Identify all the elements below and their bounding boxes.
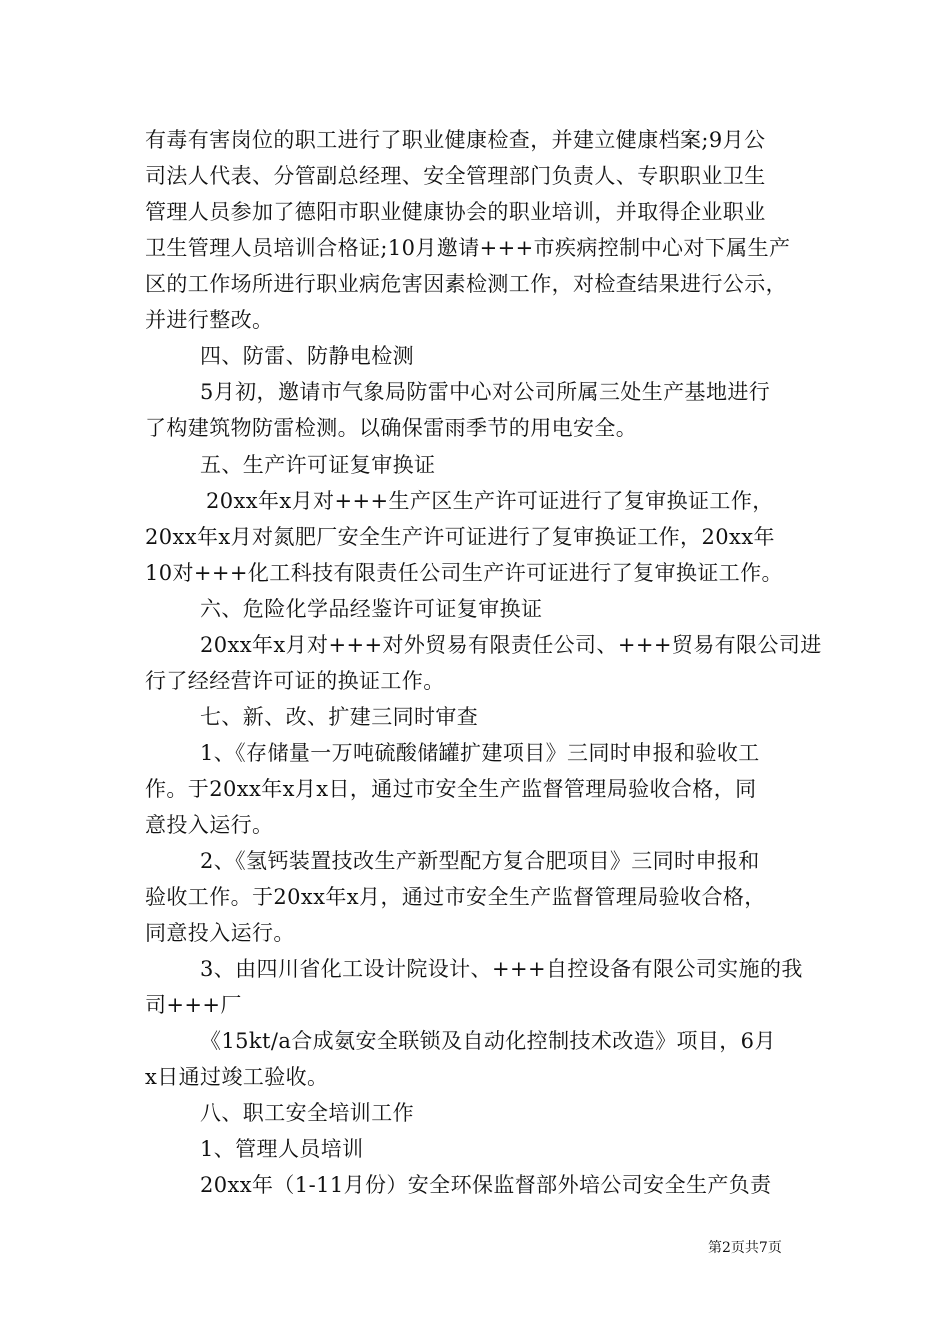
section-heading-4: 四、防雷、防静电检测 [200, 344, 414, 368]
page-number-footer: 第2页共7页 [708, 1240, 782, 1256]
section-heading-7: 七、新、改、扩建三同时审查 [200, 705, 479, 729]
body-text-line: 区的工作场所进行职业病危害因素检测工作，对检查结果进行公示， [145, 272, 787, 296]
body-text-line: 1、《存储量一万吨硫酸储罐扩建项目》三同时申报和验收工 [200, 741, 760, 765]
body-text-line: 卫生管理人员培训合格证;10月邀请+++市疾病控制中心对下属生产 [145, 236, 791, 260]
section-heading-6: 六、危险化学品经鉴许可证复审换证 [200, 597, 543, 621]
body-text-line: 20xx年x月对+++对外贸易有限责任公司、+++贸易有限公司进 [200, 633, 822, 657]
body-text-line: 2、《氢钙装置技改生产新型配方复合肥项目》三同时申报和 [200, 849, 760, 873]
body-text-line: 行了经经营许可证的换证工作。 [145, 669, 445, 693]
body-text-line: 20xx年x月对+++生产区生产许可证进行了复审换证工作， [206, 489, 774, 513]
body-text-line: x日通过竣工验收。 [145, 1065, 329, 1089]
body-text-line: 司+++厂 [145, 993, 242, 1017]
body-text-line: 了构建筑物防雷检测。以确保雷雨季节的用电安全。 [145, 416, 638, 440]
section-heading-5: 五、生产许可证复审换证 [200, 453, 436, 477]
section-heading-8: 八、职工安全培训工作 [200, 1101, 414, 1125]
body-text-line: 同意投入运行。 [145, 921, 295, 945]
body-text-line: 并进行整改。 [145, 308, 274, 332]
body-text-line: 3、由四川省化工设计院设计、+++自控设备有限公司实施的我 [200, 957, 803, 981]
body-text-line: 20xx年（1-11月份）安全环保监督部外培公司安全生产负责 [200, 1173, 772, 1197]
body-text-line: 验收工作。于20xx年x月，通过市安全生产监督管理局验收合格， [145, 885, 766, 909]
subsection-heading: 1、管理人员培训 [200, 1137, 364, 1161]
body-text-line: 5月初，邀请市气象局防雷中心对公司所属三处生产基地进行 [200, 380, 771, 404]
body-text-line: 20xx年x月对氮肥厂安全生产许可证进行了复审换证工作，20xx年 [145, 525, 775, 549]
body-text-line: 作。于20xx年x月x日，通过市安全生产监督管理局验收合格，同 [145, 777, 757, 801]
body-text-line: 意投入运行。 [145, 813, 274, 837]
body-text-line: 有毒有害岗位的职工进行了职业健康检查，并建立健康档案;9月公 [145, 128, 766, 152]
body-text-line: 管理人员参加了德阳市职业健康协会的职业培训，并取得企业职业 [145, 200, 766, 224]
body-text-line: 10对+++化工科技有限责任公司生产许可证进行了复审换证工作。 [145, 561, 783, 585]
body-text-line: 《15kt/a合成氨安全联锁及自动化控制技术改造》项目，6月 [200, 1029, 776, 1053]
body-text-line: 司法人代表、分管副总经理、安全管理部门负责人、专职职业卫生 [145, 164, 766, 188]
